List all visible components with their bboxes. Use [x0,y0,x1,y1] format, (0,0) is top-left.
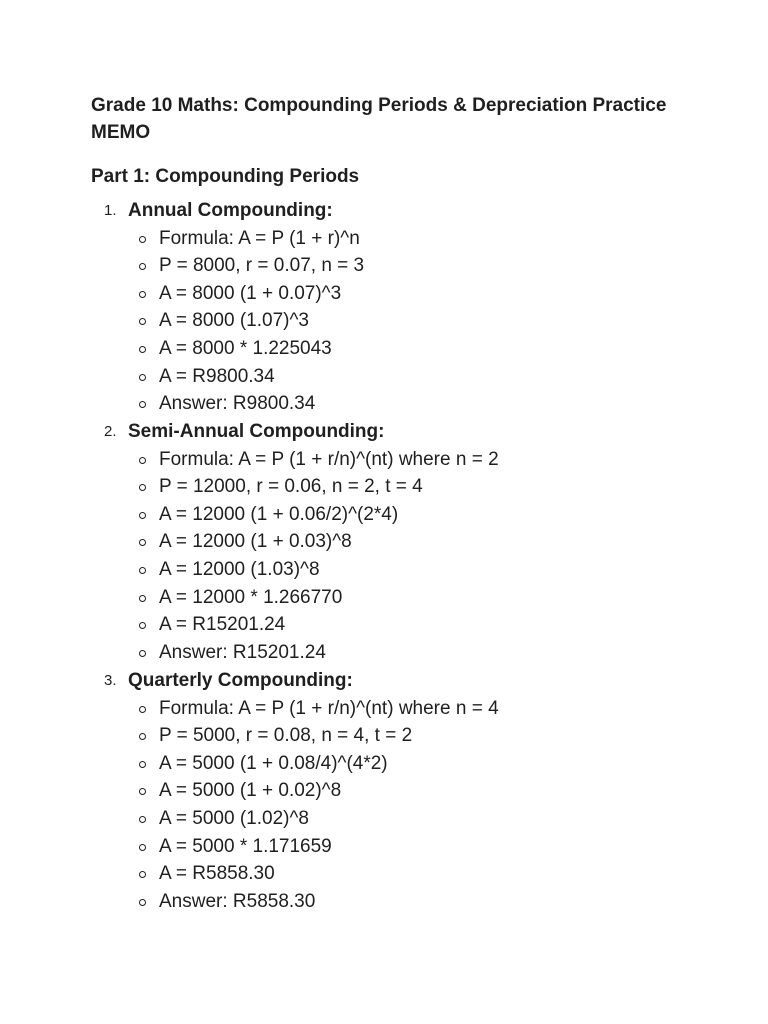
step-text: A = 5000 * 1.171659 [159,835,332,857]
step-text: P = 12000, r = 0.06, n = 2, t = 4 [159,476,423,498]
step [0,473,768,501]
bullet-icon [139,374,146,381]
step-text: A = R9800.34 [159,365,275,387]
item-title: Annual Compounding: [128,200,333,221]
step-text: A = R15201.24 [159,614,286,636]
step [0,225,768,253]
bullet-icon [139,816,146,823]
step [0,860,768,888]
step [0,695,768,723]
list-item-annual [0,197,768,418]
step [0,335,768,363]
step [0,805,768,833]
step-text: Answer: R15201.24 [159,641,326,663]
step-text: A = 8000 (1 + 0.07)^3 [159,282,342,304]
step-text: A = 8000 (1.07)^3 [159,310,309,332]
step-text: A = 5000 (1 + 0.08/4)^(4*2) [159,752,388,774]
list-item-header [0,197,768,225]
bullet-icon [139,346,146,353]
bullet-icon [139,622,146,629]
step [0,639,768,667]
step [0,722,768,750]
bullet-icon [139,318,146,325]
bullet-icon [139,899,146,906]
bullet-icon [139,457,146,464]
step [0,833,768,861]
bullet-icon [139,650,146,657]
item-number: 2. [104,423,117,440]
step [0,390,768,418]
step-text: A = 8000 * 1.225043 [159,337,332,359]
item-title: Quarterly Compounding: [128,670,353,691]
bullet-icon [139,539,146,546]
step [0,363,768,391]
list-item-header [0,667,768,695]
bullet-icon [139,706,146,713]
bullet-icon [139,844,146,851]
list-item-header [0,418,768,446]
step-text: Formula: A = P (1 + r)^n [159,227,360,249]
step-text: A = 12000 (1 + 0.03)^8 [159,531,352,553]
step [0,528,768,556]
step [0,750,768,778]
step [0,611,768,639]
step [0,584,768,612]
step [0,446,768,474]
bullet-icon [139,761,146,768]
step-text: P = 8000, r = 0.07, n = 3 [159,255,365,277]
step-text: Formula: A = P (1 + r/n)^(nt) where n = 4 [159,697,499,719]
bullet-icon [139,788,146,795]
step-text: A = 12000 * 1.266770 [159,586,343,608]
step-text: A = 5000 (1 + 0.02)^8 [159,780,342,802]
bullet-icon [139,291,146,298]
bullet-icon [139,567,146,574]
item-title: Semi-Annual Compounding: [128,421,385,442]
step-text: Formula: A = P (1 + r/n)^(nt) where n = 2 [159,448,499,470]
step [0,556,768,584]
step [0,307,768,335]
bullet-icon [139,263,146,270]
step-text: A = R5858.30 [159,863,275,885]
section-heading: Part 1: Compounding Periods [91,166,360,187]
step-text: P = 5000, r = 0.08, n = 4, t = 2 [159,725,413,747]
step-text: A = 12000 (1.03)^8 [159,558,320,580]
step-text: Answer: R5858.30 [159,890,316,912]
step-text: A = 12000 (1 + 0.06/2)^(2*4) [159,503,399,525]
step [0,252,768,280]
item-number: 1. [104,202,117,219]
step [0,280,768,308]
bullet-icon [139,595,146,602]
step-text: A = 5000 (1.02)^8 [159,807,309,829]
item-number: 3. [104,672,117,689]
step-text: Answer: R9800.34 [159,393,316,415]
step [0,888,768,916]
list-item-semi-annual [0,418,768,666]
bullet-icon [139,512,146,519]
step [0,777,768,805]
bullet-icon [139,871,146,878]
document-title: Grade 10 Maths: Compounding Periods & Depreciation Practice MEMO [91,95,667,143]
bullet-icon [139,733,146,740]
bullet-icon [139,401,146,408]
bullet-icon [139,484,146,491]
list-item-quarterly [0,667,768,915]
bullet-icon [139,236,146,243]
step [0,501,768,529]
